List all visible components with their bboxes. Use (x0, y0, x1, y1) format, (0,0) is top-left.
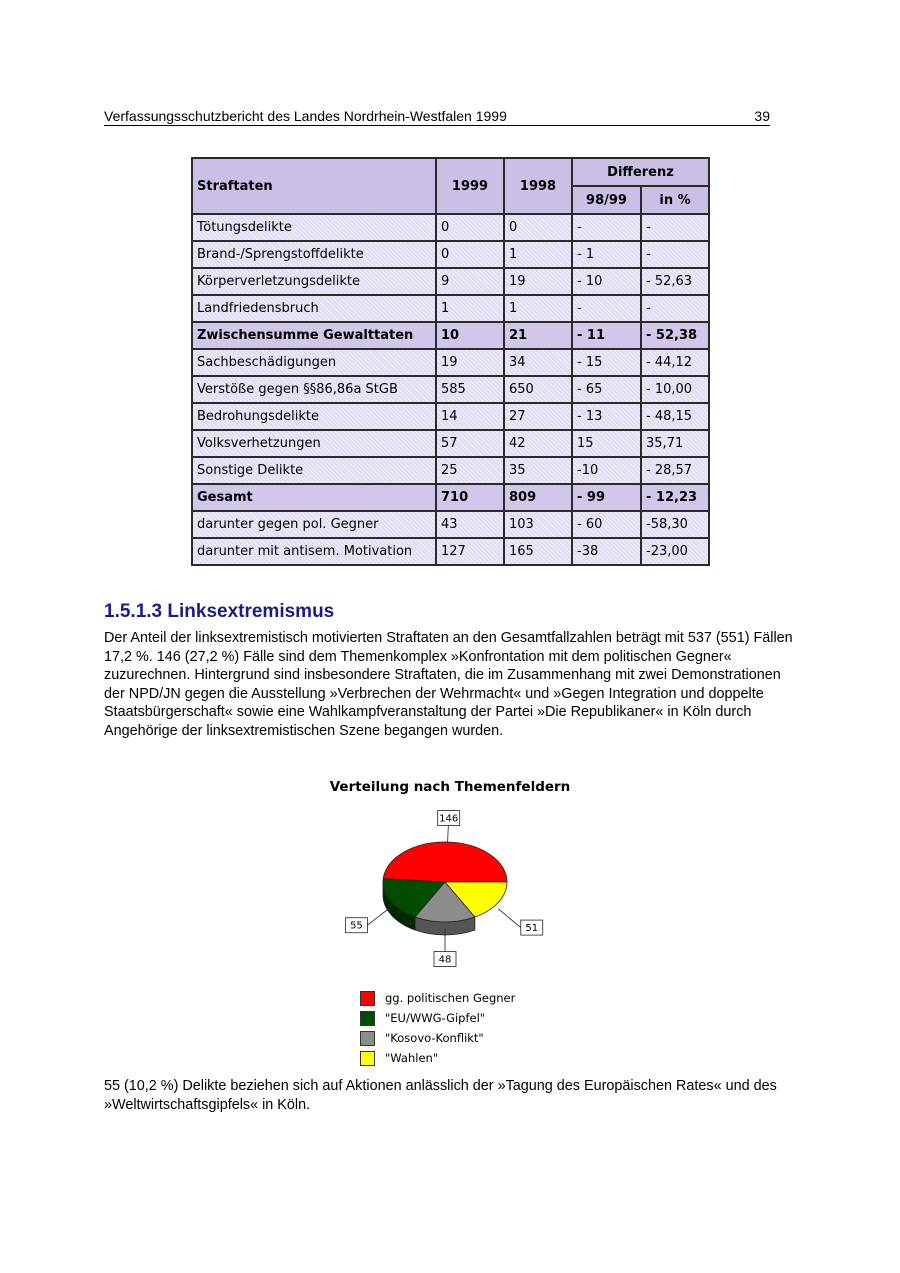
cell-pct: - (641, 241, 709, 268)
cell-diff: - (572, 214, 641, 241)
legend-item (360, 988, 515, 1008)
paragraph-summit: 55 (10,2 %) Delikte beziehen sich auf Aktionen anlässlich der »Tagung des Europäischen Rates« und des »Weltwirtschaftsgipfels« in Köln. (104, 1078, 777, 1113)
pie-slice (383, 842, 507, 882)
cell-1999: 127 (436, 538, 504, 565)
cell-1999: 57 (436, 430, 504, 457)
cell-pct: - 48,15 (641, 403, 709, 430)
header-straftaten: Straftaten (192, 158, 436, 214)
legend-label: "Kosovo-Konflikt" (385, 1031, 484, 1045)
cell-1998: 27 (504, 403, 572, 430)
table-row (192, 322, 709, 349)
table-row (192, 457, 709, 484)
cell-1998: 650 (504, 376, 572, 403)
pie-value-label: 51 (525, 923, 539, 935)
row-label: Gesamt (192, 484, 436, 511)
row-label: Tötungsdelikte (192, 214, 436, 241)
cell-1998: 165 (504, 538, 572, 565)
table-row (192, 214, 709, 241)
cell-1999: 25 (436, 457, 504, 484)
pie-value-label: 55 (350, 920, 363, 932)
cell-1999: 14 (436, 403, 504, 430)
cell-pct: - 52,63 (641, 268, 709, 295)
row-label: Sonstige Delikte (192, 457, 436, 484)
row-label: Körperverletzungsdelikte (192, 268, 436, 295)
table-row (192, 349, 709, 376)
pie-callout-line (367, 907, 390, 925)
row-label: darunter gegen pol. Gegner (192, 511, 436, 538)
cell-1998: 809 (504, 484, 572, 511)
legend-item (360, 1008, 515, 1028)
cell-1998: 1 (504, 295, 572, 322)
header-1998: 1998 (504, 158, 572, 214)
cell-1999: 0 (436, 241, 504, 268)
cell-diff: - 65 (572, 376, 641, 403)
header-diff-abs: 98/99 (572, 186, 641, 214)
row-label: Landfriedensbruch (192, 295, 436, 322)
cell-1998: 34 (504, 349, 572, 376)
cell-pct: -58,30 (641, 511, 709, 538)
cell-diff: - 15 (572, 349, 641, 376)
table-row (192, 295, 709, 322)
cell-pct: - 28,57 (641, 457, 709, 484)
cell-1998: 19 (504, 268, 572, 295)
cell-1999: 10 (436, 322, 504, 349)
cell-diff: - 11 (572, 322, 641, 349)
report-title: Verfassungsschutzbericht des Landes Nordrhein-Westfalen 1999 (104, 108, 507, 124)
row-label: Sachbeschädigungen (192, 349, 436, 376)
header-differenz: Differenz (572, 158, 709, 186)
cell-1998: 35 (504, 457, 572, 484)
cell-diff: 15 (572, 430, 641, 457)
legend-swatch (360, 1011, 375, 1026)
table-row (192, 376, 709, 403)
cell-pct: -23,00 (641, 538, 709, 565)
cell-diff: - (572, 295, 641, 322)
pie-callout-line (498, 909, 520, 928)
cell-1999: 0 (436, 214, 504, 241)
cell-pct: - 12,23 (641, 484, 709, 511)
legend-label: "Wahlen" (385, 1051, 439, 1065)
cell-1998: 0 (504, 214, 572, 241)
cell-pct: 35,71 (641, 430, 709, 457)
paragraph-intro: Der Anteil der linksextremistisch motivierten Straftaten an den Gesamtfallzahlen beträgt mit 537 (551) Fällen 17,2 %. 146 (27,2 %) Fälle sind dem Themenkomplex »Konfrontation mit dem politischen Gegner« zuzurechnen. Hintergrund sind insbesondere Straftaten, die im Zusammenhang mit zwei Demonstrationen der NPD/JN gegen die Ausstellung »Verbrechen der Wehrmacht« und »Gegen Integration und doppelte Staatsbürgerschaft« sowie eine Wahlkampfveranstaltung der Partei »Die Republikaner« in Köln durch Angehörige der linksextremistischen Szene begangen wurden. (104, 630, 793, 739)
cell-pct: - 52,38 (641, 322, 709, 349)
legend-item (360, 1028, 515, 1048)
table-row (192, 403, 709, 430)
row-label: Brand-/Sprengstoffdelikte (192, 241, 436, 268)
cell-diff: - 60 (572, 511, 641, 538)
cell-1998: 1 (504, 241, 572, 268)
header-1999: 1999 (436, 158, 504, 214)
cell-diff: - 99 (572, 484, 641, 511)
chart-title: Verteilung nach Themenfeldern (329, 779, 571, 795)
pie-chart (320, 772, 580, 1072)
chart-legend (360, 988, 515, 1068)
cell-1999: 9 (436, 268, 504, 295)
pie-value-label: 146 (439, 813, 459, 825)
legend-label: "EU/WWG-Gipfel" (385, 1011, 486, 1025)
cell-1999: 710 (436, 484, 504, 511)
cell-diff: - 10 (572, 268, 641, 295)
table-row (192, 268, 709, 295)
page-number: 39 (754, 108, 770, 124)
cell-diff: - 1 (572, 241, 641, 268)
cell-1998: 42 (504, 430, 572, 457)
legend-swatch (360, 991, 375, 1006)
section-title: 1.5.1.3 Linksextremismus (104, 601, 335, 622)
header-diff-pct: in % (641, 186, 709, 214)
table-row (192, 241, 709, 268)
cell-1999: 1 (436, 295, 504, 322)
pie-value-label: 48 (438, 954, 452, 966)
cell-1998: 21 (504, 322, 572, 349)
crime-statistics-table (191, 157, 710, 566)
legend-swatch (360, 1031, 375, 1046)
cell-diff: -10 (572, 457, 641, 484)
cell-pct: - (641, 214, 709, 241)
row-label: Zwischensumme Gewalttaten (192, 322, 436, 349)
table-row (192, 538, 709, 565)
row-label: darunter mit antisem. Motivation (192, 538, 436, 565)
table-row (192, 430, 709, 457)
cell-1999: 43 (436, 511, 504, 538)
row-label: Volksverhetzungen (192, 430, 436, 457)
legend-item (360, 1048, 515, 1068)
table-row (192, 484, 709, 511)
cell-diff: -38 (572, 538, 641, 565)
legend-swatch (360, 1051, 375, 1066)
cell-pct: - 10,00 (641, 376, 709, 403)
table-row (192, 511, 709, 538)
cell-1998: 103 (504, 511, 572, 538)
cell-pct: - (641, 295, 709, 322)
table-body (192, 214, 709, 565)
cell-1999: 585 (436, 376, 504, 403)
pie-chart-svg (320, 772, 580, 972)
row-label: Bedrohungsdelikte (192, 403, 436, 430)
cell-1999: 19 (436, 349, 504, 376)
row-label: Verstöße gegen §§86,86a StGB (192, 376, 436, 403)
crime-statistics-table-wrapper (191, 157, 710, 566)
cell-pct: - 44,12 (641, 349, 709, 376)
cell-diff: - 13 (572, 403, 641, 430)
legend-label: gg. politischen Gegner (385, 991, 516, 1005)
page-header (104, 108, 770, 126)
